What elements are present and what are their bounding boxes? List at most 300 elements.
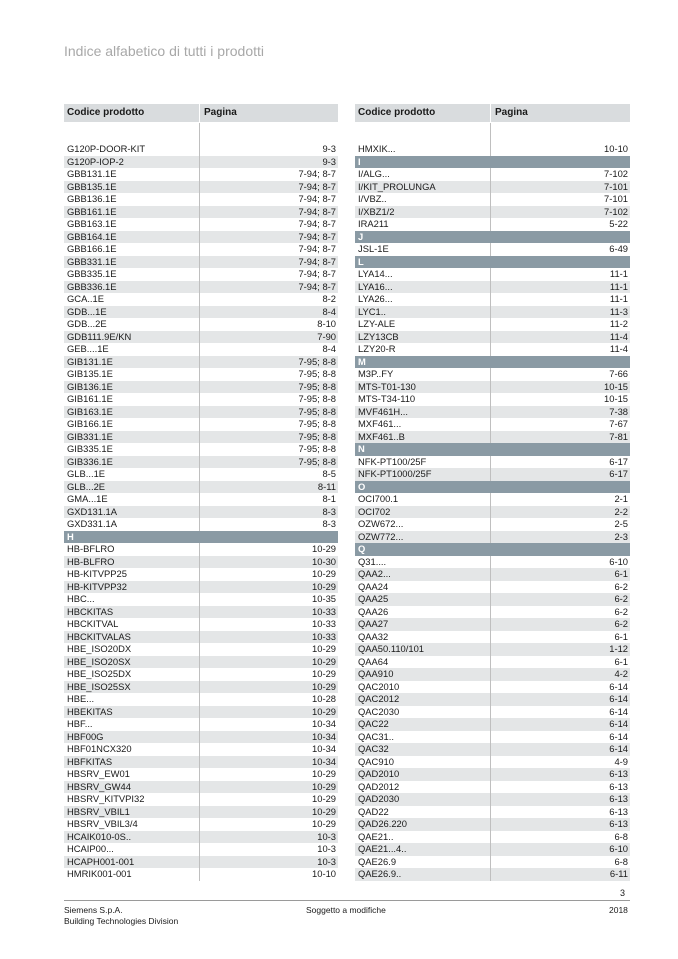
table-row xyxy=(355,868,630,881)
page-reference: 10-34 xyxy=(312,730,336,742)
page-reference: 10-33 xyxy=(312,605,336,617)
section-letter-row xyxy=(355,231,630,244)
product-code: GDB...1E xyxy=(64,306,200,319)
page-reference: 7-81 xyxy=(609,430,628,442)
page-reference: 10-34 xyxy=(312,743,336,754)
table-row xyxy=(355,343,630,356)
table-row xyxy=(355,493,630,506)
product-code: HBSRV_GW44 xyxy=(64,781,200,794)
page-reference: 10-34 xyxy=(312,755,336,767)
table-row xyxy=(64,806,338,819)
page-reference: 10-29 xyxy=(312,580,336,592)
table-body xyxy=(355,143,630,881)
page-reference: 7-102 xyxy=(604,168,628,179)
table-row xyxy=(355,631,630,644)
table-row xyxy=(355,268,630,281)
table-row xyxy=(64,568,338,581)
table-row xyxy=(64,218,338,231)
table-row xyxy=(64,431,338,444)
product-code: OCI702 xyxy=(355,506,491,519)
product-code: MTS-T34-110 xyxy=(355,393,491,406)
section-letter: M xyxy=(358,355,366,367)
page-reference: 10-29 xyxy=(312,768,336,779)
page-reference: 9-3 xyxy=(322,155,336,167)
product-code: HBCKITAS xyxy=(64,606,200,619)
product-code: HCAPH001-001 xyxy=(64,856,200,869)
page-reference: 6-14 xyxy=(609,705,628,717)
page-reference: 11-1 xyxy=(609,293,628,304)
table-row xyxy=(64,393,338,406)
product-code: HBE_ISO25DX xyxy=(64,668,200,681)
page-reference: 7-94; 8-7 xyxy=(298,230,336,242)
table-row xyxy=(355,806,630,819)
section-letter: O xyxy=(358,480,366,492)
page-reference: 6-13 xyxy=(609,818,628,829)
product-code: HBF00G xyxy=(64,731,200,744)
product-code: QAE21...4.. xyxy=(355,843,491,856)
section-letter-row xyxy=(355,481,630,494)
page-reference: 10-30 xyxy=(312,555,336,567)
product-code: GXD131.1A xyxy=(64,506,200,519)
page-reference: 4-9 xyxy=(614,755,628,767)
page-reference: 10-29 xyxy=(312,543,336,554)
product-code: GIB336.1E xyxy=(64,456,200,469)
table-row xyxy=(355,856,630,869)
product-code: HB-BFLRO xyxy=(64,543,200,556)
product-code: GEB....1E xyxy=(64,343,200,356)
table-row xyxy=(64,731,338,744)
product-code: GBB335.1E xyxy=(64,268,200,281)
page-reference: 8-4 xyxy=(322,343,336,354)
table-row xyxy=(64,706,338,719)
product-code: HBCKITVALAS xyxy=(64,631,200,644)
page-reference: 7-95; 8-8 xyxy=(298,380,336,392)
product-code: IRA211 xyxy=(355,218,491,231)
page-reference: 6-17 xyxy=(609,455,628,467)
table-row xyxy=(355,468,630,481)
page-reference: 4-2 xyxy=(614,668,628,679)
page-reference: 10-15 xyxy=(604,393,628,404)
product-code: LYA14... xyxy=(355,268,491,281)
page-reference: 6-13 xyxy=(609,768,628,779)
page-reference xyxy=(491,156,630,169)
footer-company-name: Siemens S.p.A. xyxy=(64,905,123,915)
table-row xyxy=(355,218,630,231)
table-row xyxy=(355,681,630,694)
table-row xyxy=(64,793,338,806)
table-header xyxy=(64,104,338,123)
product-code: GIB331.1E xyxy=(64,431,200,444)
page-reference: 11-3 xyxy=(609,305,628,317)
section-letter: N xyxy=(358,443,365,454)
page-reference: 7-94; 8-7 xyxy=(298,255,336,267)
table-row xyxy=(64,518,338,531)
product-code: GMA...1E xyxy=(64,493,200,506)
product-code: HMXIK... xyxy=(355,143,491,156)
table-row xyxy=(355,568,630,581)
page-reference: 8-3 xyxy=(322,518,336,529)
product-code: GBB161.1E xyxy=(64,206,200,219)
table-row xyxy=(64,156,338,169)
section-letter: H xyxy=(67,530,74,542)
table-row xyxy=(355,456,630,469)
header-page: Pagina xyxy=(204,107,237,118)
page-reference: 11-2 xyxy=(609,318,628,329)
table-row xyxy=(355,368,630,381)
product-code: LZY20-R xyxy=(355,343,491,356)
table-row xyxy=(355,656,630,669)
page-reference: 6-8 xyxy=(614,830,628,842)
footer-division: Building Technologies Division xyxy=(64,916,179,926)
table-row xyxy=(355,418,630,431)
table-row xyxy=(64,556,338,569)
table-row xyxy=(64,581,338,594)
page-reference: 10-28 xyxy=(312,693,336,704)
page-reference xyxy=(491,443,630,456)
table-row xyxy=(64,181,338,194)
page-reference: 10-34 xyxy=(312,718,336,729)
product-code: HBEKITAS xyxy=(64,706,200,719)
page-reference: 5-22 xyxy=(609,218,628,229)
page-reference: 6-2 xyxy=(614,580,628,592)
product-code: GIB335.1E xyxy=(64,443,200,456)
table-row xyxy=(64,381,338,394)
table-row xyxy=(64,293,338,306)
table-row xyxy=(64,606,338,619)
product-code: I/KIT_PROLUNGA xyxy=(355,181,491,194)
page-reference: 7-95; 8-8 xyxy=(298,355,336,367)
section-letter-row xyxy=(355,543,630,556)
page-reference: 11-4 xyxy=(609,343,628,354)
table-row xyxy=(355,206,630,219)
product-code: GLB...1E xyxy=(64,468,200,481)
product-code: QAC2010 xyxy=(355,681,491,694)
table-row xyxy=(64,693,338,706)
product-code: Q31.... xyxy=(355,556,491,569)
product-code: QAD26.220 xyxy=(355,818,491,831)
page-reference: 10-33 xyxy=(312,618,336,629)
header-page: Pagina xyxy=(495,107,528,118)
table-row xyxy=(64,543,338,556)
table-row xyxy=(355,406,630,419)
product-code: LZY13CB xyxy=(355,331,491,344)
page-reference: 7-102 xyxy=(604,205,628,217)
table-row xyxy=(355,606,630,619)
product-code: HBE_ISO25SX xyxy=(64,681,200,694)
product-code: QAE26.9.. xyxy=(355,868,491,881)
table-row xyxy=(64,593,338,606)
page-reference: 7-101 xyxy=(604,180,628,192)
table-row xyxy=(64,506,338,519)
page-reference: 10-33 xyxy=(312,630,336,642)
table-row xyxy=(64,268,338,281)
table-row xyxy=(64,818,338,831)
table-row xyxy=(355,706,630,719)
page-reference: 7-94; 8-7 xyxy=(298,180,336,192)
section-letter-row xyxy=(355,256,630,269)
page-reference: 7-95; 8-8 xyxy=(298,368,336,379)
product-code: OZW772... xyxy=(355,531,491,544)
product-code: MVF461H... xyxy=(355,406,491,419)
product-code: MXF461..B xyxy=(355,431,491,444)
page-reference: 6-11 xyxy=(609,868,628,879)
table-row xyxy=(64,343,338,356)
page-reference: 10-35 xyxy=(312,593,336,604)
page-reference: 6-13 xyxy=(609,793,628,804)
table-row xyxy=(355,718,630,731)
product-code: GBB331.1E xyxy=(64,256,200,269)
table-row xyxy=(355,693,630,706)
footer-year: 2018 xyxy=(609,905,628,915)
page-reference: 6-14 xyxy=(609,743,628,754)
page-reference: 6-2 xyxy=(614,593,628,604)
page-reference: 10-29 xyxy=(312,680,336,692)
product-code: QAA910 xyxy=(355,668,491,681)
table-row xyxy=(64,306,338,319)
product-code: OZW672... xyxy=(355,518,491,531)
page-reference xyxy=(491,543,630,556)
product-code: JSL-1E xyxy=(355,243,491,256)
table-row xyxy=(64,418,338,431)
product-code: QAD2030 xyxy=(355,793,491,806)
product-code: HCAIK010-0S.. xyxy=(64,831,200,844)
table-spacer xyxy=(64,123,338,143)
product-code: MXF461... xyxy=(355,418,491,431)
page-reference: 7-67 xyxy=(609,418,628,429)
table-row xyxy=(64,718,338,731)
product-code: QAE21.. xyxy=(355,831,491,844)
page-reference: 8-11 xyxy=(317,480,336,492)
page-reference: 6-2 xyxy=(614,618,628,629)
product-code: HMRIK001-001 xyxy=(64,868,200,881)
page-reference: 6-13 xyxy=(609,805,628,817)
table-row xyxy=(64,443,338,456)
page-reference: 9-3 xyxy=(322,143,336,154)
product-code: HBSRV_VBIL1 xyxy=(64,806,200,819)
product-code: LYA16... xyxy=(355,281,491,294)
product-code: QAA26 xyxy=(355,606,491,619)
page-reference: 2-5 xyxy=(614,518,628,529)
table-row xyxy=(64,206,338,219)
page-reference: 7-95; 8-8 xyxy=(298,443,336,454)
section-letter: J xyxy=(358,230,364,242)
page-reference: 8-2 xyxy=(322,293,336,304)
table-row xyxy=(64,193,338,206)
product-code: I/VBZ.. xyxy=(355,193,491,206)
page-reference: 7-38 xyxy=(609,405,628,417)
table-row xyxy=(355,381,630,394)
page-reference: 10-29 xyxy=(312,780,336,792)
product-code: QAA24 xyxy=(355,581,491,594)
page-reference: 10-29 xyxy=(312,643,336,654)
product-code: QAC2030 xyxy=(355,706,491,719)
product-code: MTS-T01-130 xyxy=(355,381,491,394)
section-letter: Q xyxy=(358,543,366,554)
product-code: HB-KITVPP32 xyxy=(64,581,200,594)
product-code: G120P-DOOR-KIT xyxy=(64,143,200,156)
page-reference: 10-29 xyxy=(312,793,336,804)
product-code: GIB161.1E xyxy=(64,393,200,406)
footer-notice: Soggetto a modifiche xyxy=(306,905,386,915)
table-row xyxy=(355,743,630,756)
product-code: QAC31.. xyxy=(355,731,491,744)
page-reference: 7-94; 8-7 xyxy=(298,218,336,229)
table-row xyxy=(355,143,630,156)
table-row xyxy=(355,431,630,444)
table-row xyxy=(64,143,338,156)
product-code: HBE_ISO20SX xyxy=(64,656,200,669)
product-code: HBSRV_VBIL3/4 xyxy=(64,818,200,831)
table-row xyxy=(355,768,630,781)
header-code: Codice prodotto xyxy=(64,104,200,122)
table-row xyxy=(355,168,630,181)
table-row xyxy=(355,793,630,806)
section-letter-row xyxy=(355,356,630,369)
page-reference xyxy=(491,481,630,494)
product-code: GIB163.1E xyxy=(64,406,200,419)
page-reference: 8-10 xyxy=(317,318,336,329)
footer-company xyxy=(64,905,178,927)
page-reference: 10-29 xyxy=(312,568,336,579)
product-code: QAD2010 xyxy=(355,768,491,781)
table-row xyxy=(64,843,338,856)
table-row xyxy=(64,856,338,869)
page-reference: 7-101 xyxy=(604,193,628,204)
product-code: QAA64 xyxy=(355,656,491,669)
table-row xyxy=(355,306,630,319)
page-reference: 11-1 xyxy=(609,280,628,292)
table-row xyxy=(355,181,630,194)
table-row xyxy=(355,581,630,594)
page-reference: 6-1 xyxy=(614,568,628,579)
table-row xyxy=(355,281,630,294)
product-code: HBF01NCX320 xyxy=(64,743,200,756)
page-reference: 2-3 xyxy=(614,530,628,542)
index-table-right xyxy=(355,104,630,881)
product-code: HBSRV_KITVPI32 xyxy=(64,793,200,806)
product-code: QAA32 xyxy=(355,631,491,644)
page-reference: 10-29 xyxy=(312,655,336,667)
page-reference: 11-1 xyxy=(609,268,628,279)
table-row xyxy=(64,318,338,331)
table-row xyxy=(64,631,338,644)
section-letter-row xyxy=(355,156,630,169)
page-reference: 7-94; 8-7 xyxy=(298,168,336,179)
table-row xyxy=(64,356,338,369)
page-reference: 10-3 xyxy=(317,855,336,867)
product-code: GIB135.1E xyxy=(64,368,200,381)
page-reference: 11-4 xyxy=(609,330,628,342)
product-code: QAD22 xyxy=(355,806,491,819)
table-row xyxy=(355,243,630,256)
page-reference xyxy=(491,231,630,244)
product-code: GBB336.1E xyxy=(64,281,200,294)
table-row xyxy=(355,668,630,681)
product-code: GDB...2E xyxy=(64,318,200,331)
product-code: LYA26... xyxy=(355,293,491,306)
product-code: GIB166.1E xyxy=(64,418,200,431)
table-row xyxy=(64,231,338,244)
table-row xyxy=(355,193,630,206)
page-reference: 7-66 xyxy=(609,368,628,379)
product-code: GCA..1E xyxy=(64,293,200,306)
table-row xyxy=(355,518,630,531)
table-row xyxy=(64,781,338,794)
product-code: HB-KITVPP25 xyxy=(64,568,200,581)
product-code: GBB164.1E xyxy=(64,231,200,244)
table-row xyxy=(355,643,630,656)
table-row xyxy=(64,831,338,844)
table-row xyxy=(64,256,338,269)
product-code: HBCKITVAL xyxy=(64,618,200,631)
page-reference: 8-5 xyxy=(322,468,336,479)
table-row xyxy=(64,681,338,694)
page-reference: 10-3 xyxy=(317,830,336,842)
table-row xyxy=(355,781,630,794)
table-row xyxy=(355,731,630,744)
table-row xyxy=(355,593,630,606)
table-row xyxy=(355,556,630,569)
table-row xyxy=(64,756,338,769)
page-reference: 10-10 xyxy=(604,143,628,154)
product-code: GIB136.1E xyxy=(64,381,200,394)
table-row xyxy=(64,243,338,256)
product-code: QAC32 xyxy=(355,743,491,756)
page-reference: 7-94; 8-7 xyxy=(298,193,336,204)
footer-divider xyxy=(64,900,630,901)
page-reference: 2-1 xyxy=(614,493,628,504)
product-code: HBE... xyxy=(64,693,200,706)
page-reference: 7-94; 8-7 xyxy=(298,268,336,279)
product-code: QAA25 xyxy=(355,593,491,606)
table-header xyxy=(355,104,630,123)
product-code: GBB163.1E xyxy=(64,218,200,231)
page-reference: 10-29 xyxy=(312,805,336,817)
product-code: LZY-ALE xyxy=(355,318,491,331)
table-row xyxy=(64,406,338,419)
product-code: HB-BLFRO xyxy=(64,556,200,569)
section-letter: L xyxy=(358,255,364,267)
table-row xyxy=(355,756,630,769)
product-code: NFK-PT100/25F xyxy=(355,456,491,469)
product-code: M3P..FY xyxy=(355,368,491,381)
table-row xyxy=(355,506,630,519)
product-code: QAA50.110/101 xyxy=(355,643,491,656)
table-row xyxy=(64,643,338,656)
table-row xyxy=(64,656,338,669)
page-reference: 6-1 xyxy=(614,630,628,642)
product-code: GBB166.1E xyxy=(64,243,200,256)
product-code: I/ALG... xyxy=(355,168,491,181)
page-reference: 7-95; 8-8 xyxy=(298,430,336,442)
page-reference: 6-14 xyxy=(609,680,628,692)
product-code: OCI700.1 xyxy=(355,493,491,506)
page-reference: 7-94; 8-7 xyxy=(298,280,336,292)
table-row xyxy=(64,468,338,481)
page-reference xyxy=(491,256,630,269)
page-reference: 6-13 xyxy=(609,780,628,792)
table-row xyxy=(64,331,338,344)
product-code: QAC910 xyxy=(355,756,491,769)
page-reference: 10-3 xyxy=(317,843,336,854)
page-reference: 8-1 xyxy=(322,493,336,504)
page-reference: 6-17 xyxy=(609,468,628,479)
page-reference: 10-29 xyxy=(312,818,336,829)
page-reference: 6-14 xyxy=(609,730,628,742)
table-body xyxy=(64,143,338,881)
header-code: Codice prodotto xyxy=(355,104,491,122)
product-code: NFK-PT1000/25F xyxy=(355,468,491,481)
